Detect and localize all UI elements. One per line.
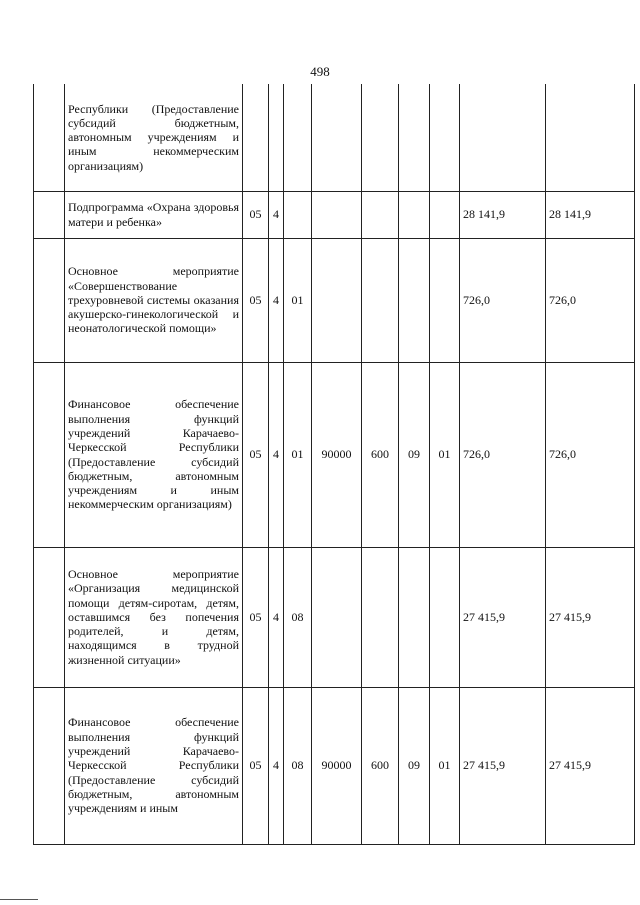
row-description: Основное мероприятие «Совершенствование трехуровневой системы оказания акушерско-гинекологической и неонатологической помощи» (65, 238, 243, 362)
amount-first: 726,0 (460, 362, 546, 547)
code-direction (312, 84, 362, 191)
code-department (399, 547, 430, 687)
row-blank-cell (34, 191, 65, 238)
code-expense-type: 600 (362, 362, 399, 547)
row-description: Финансовое обеспечение выполнения функций учреждений Карачаево-Черкесской Республики (Предоставление субсидий бюджетным, автономным учреждениям и иным некоммерческим организациям) (65, 362, 243, 547)
code-subdepartment: 01 (430, 687, 460, 844)
code-main-activity: 08 (284, 687, 312, 844)
code-subsection (269, 84, 284, 191)
row-blank-cell (34, 238, 65, 362)
row-blank-cell (34, 84, 65, 191)
table-row (34, 191, 635, 238)
table-row (34, 238, 635, 362)
budget-table (33, 84, 635, 845)
amount-second: 27 415,9 (546, 687, 635, 844)
row-description: Основное мероприятие «Организация медицинской помощи детям-сиротам, детям, оставшимся без попечения родителей, и детям, находящимся в трудной жизненной ситуации» (65, 547, 243, 687)
code-main-activity (284, 84, 312, 191)
amount-first: 28 141,9 (460, 191, 546, 238)
code-subsection: 4 (269, 362, 284, 547)
code-section: 05 (243, 238, 269, 362)
code-subsection: 4 (269, 547, 284, 687)
code-department (399, 191, 430, 238)
code-section (243, 84, 269, 191)
table-row (34, 547, 635, 687)
code-subdepartment (430, 84, 460, 191)
code-main-activity (284, 191, 312, 238)
row-description: Республики (Предоставление субсидий бюджетным, автономным учреждениям и иным некоммерческим организациям) (65, 84, 243, 191)
row-blank-cell (34, 687, 65, 844)
code-department: 09 (399, 687, 430, 844)
amount-second: 27 415,9 (546, 547, 635, 687)
code-expense-type (362, 84, 399, 191)
row-blank-cell (34, 547, 65, 687)
amount-first (460, 84, 546, 191)
code-direction: 90000 (312, 687, 362, 844)
code-main-activity: 01 (284, 362, 312, 547)
table-row (34, 362, 635, 547)
amount-first: 27 415,9 (460, 547, 546, 687)
code-department: 09 (399, 362, 430, 547)
code-subdepartment (430, 547, 460, 687)
code-subdepartment: 01 (430, 362, 460, 547)
code-section: 05 (243, 687, 269, 844)
table-body (34, 84, 635, 844)
page-number: 498 (310, 64, 330, 79)
code-direction: 90000 (312, 362, 362, 547)
code-expense-type (362, 238, 399, 362)
code-subdepartment (430, 238, 460, 362)
amount-first: 726,0 (460, 238, 546, 362)
code-main-activity: 08 (284, 547, 312, 687)
code-direction (312, 238, 362, 362)
amount-second (546, 84, 635, 191)
amount-first: 27 415,9 (460, 687, 546, 844)
scan-artifact-line (0, 899, 38, 900)
code-subsection: 4 (269, 687, 284, 844)
amount-second: 726,0 (546, 238, 635, 362)
code-subdepartment (430, 191, 460, 238)
code-subsection: 4 (269, 191, 284, 238)
code-section: 05 (243, 191, 269, 238)
code-direction (312, 547, 362, 687)
table-row (34, 687, 635, 844)
code-direction (312, 191, 362, 238)
code-section: 05 (243, 362, 269, 547)
row-description: Финансовое обеспечение выполнения функций учреждений Карачаево-Черкесской Республики (Предоставление субсидий бюджетным, автономным учреждениям и иным (65, 687, 243, 844)
code-expense-type: 600 (362, 687, 399, 844)
amount-second: 726,0 (546, 362, 635, 547)
table-row (34, 84, 635, 191)
row-description: Подпрограмма «Охрана здоровья матери и ребенка» (65, 191, 243, 238)
code-subsection: 4 (269, 238, 284, 362)
row-blank-cell (34, 362, 65, 547)
amount-second: 28 141,9 (546, 191, 635, 238)
code-expense-type (362, 547, 399, 687)
code-section: 05 (243, 547, 269, 687)
code-department (399, 84, 430, 191)
code-expense-type (362, 191, 399, 238)
code-department (399, 238, 430, 362)
code-main-activity: 01 (284, 238, 312, 362)
